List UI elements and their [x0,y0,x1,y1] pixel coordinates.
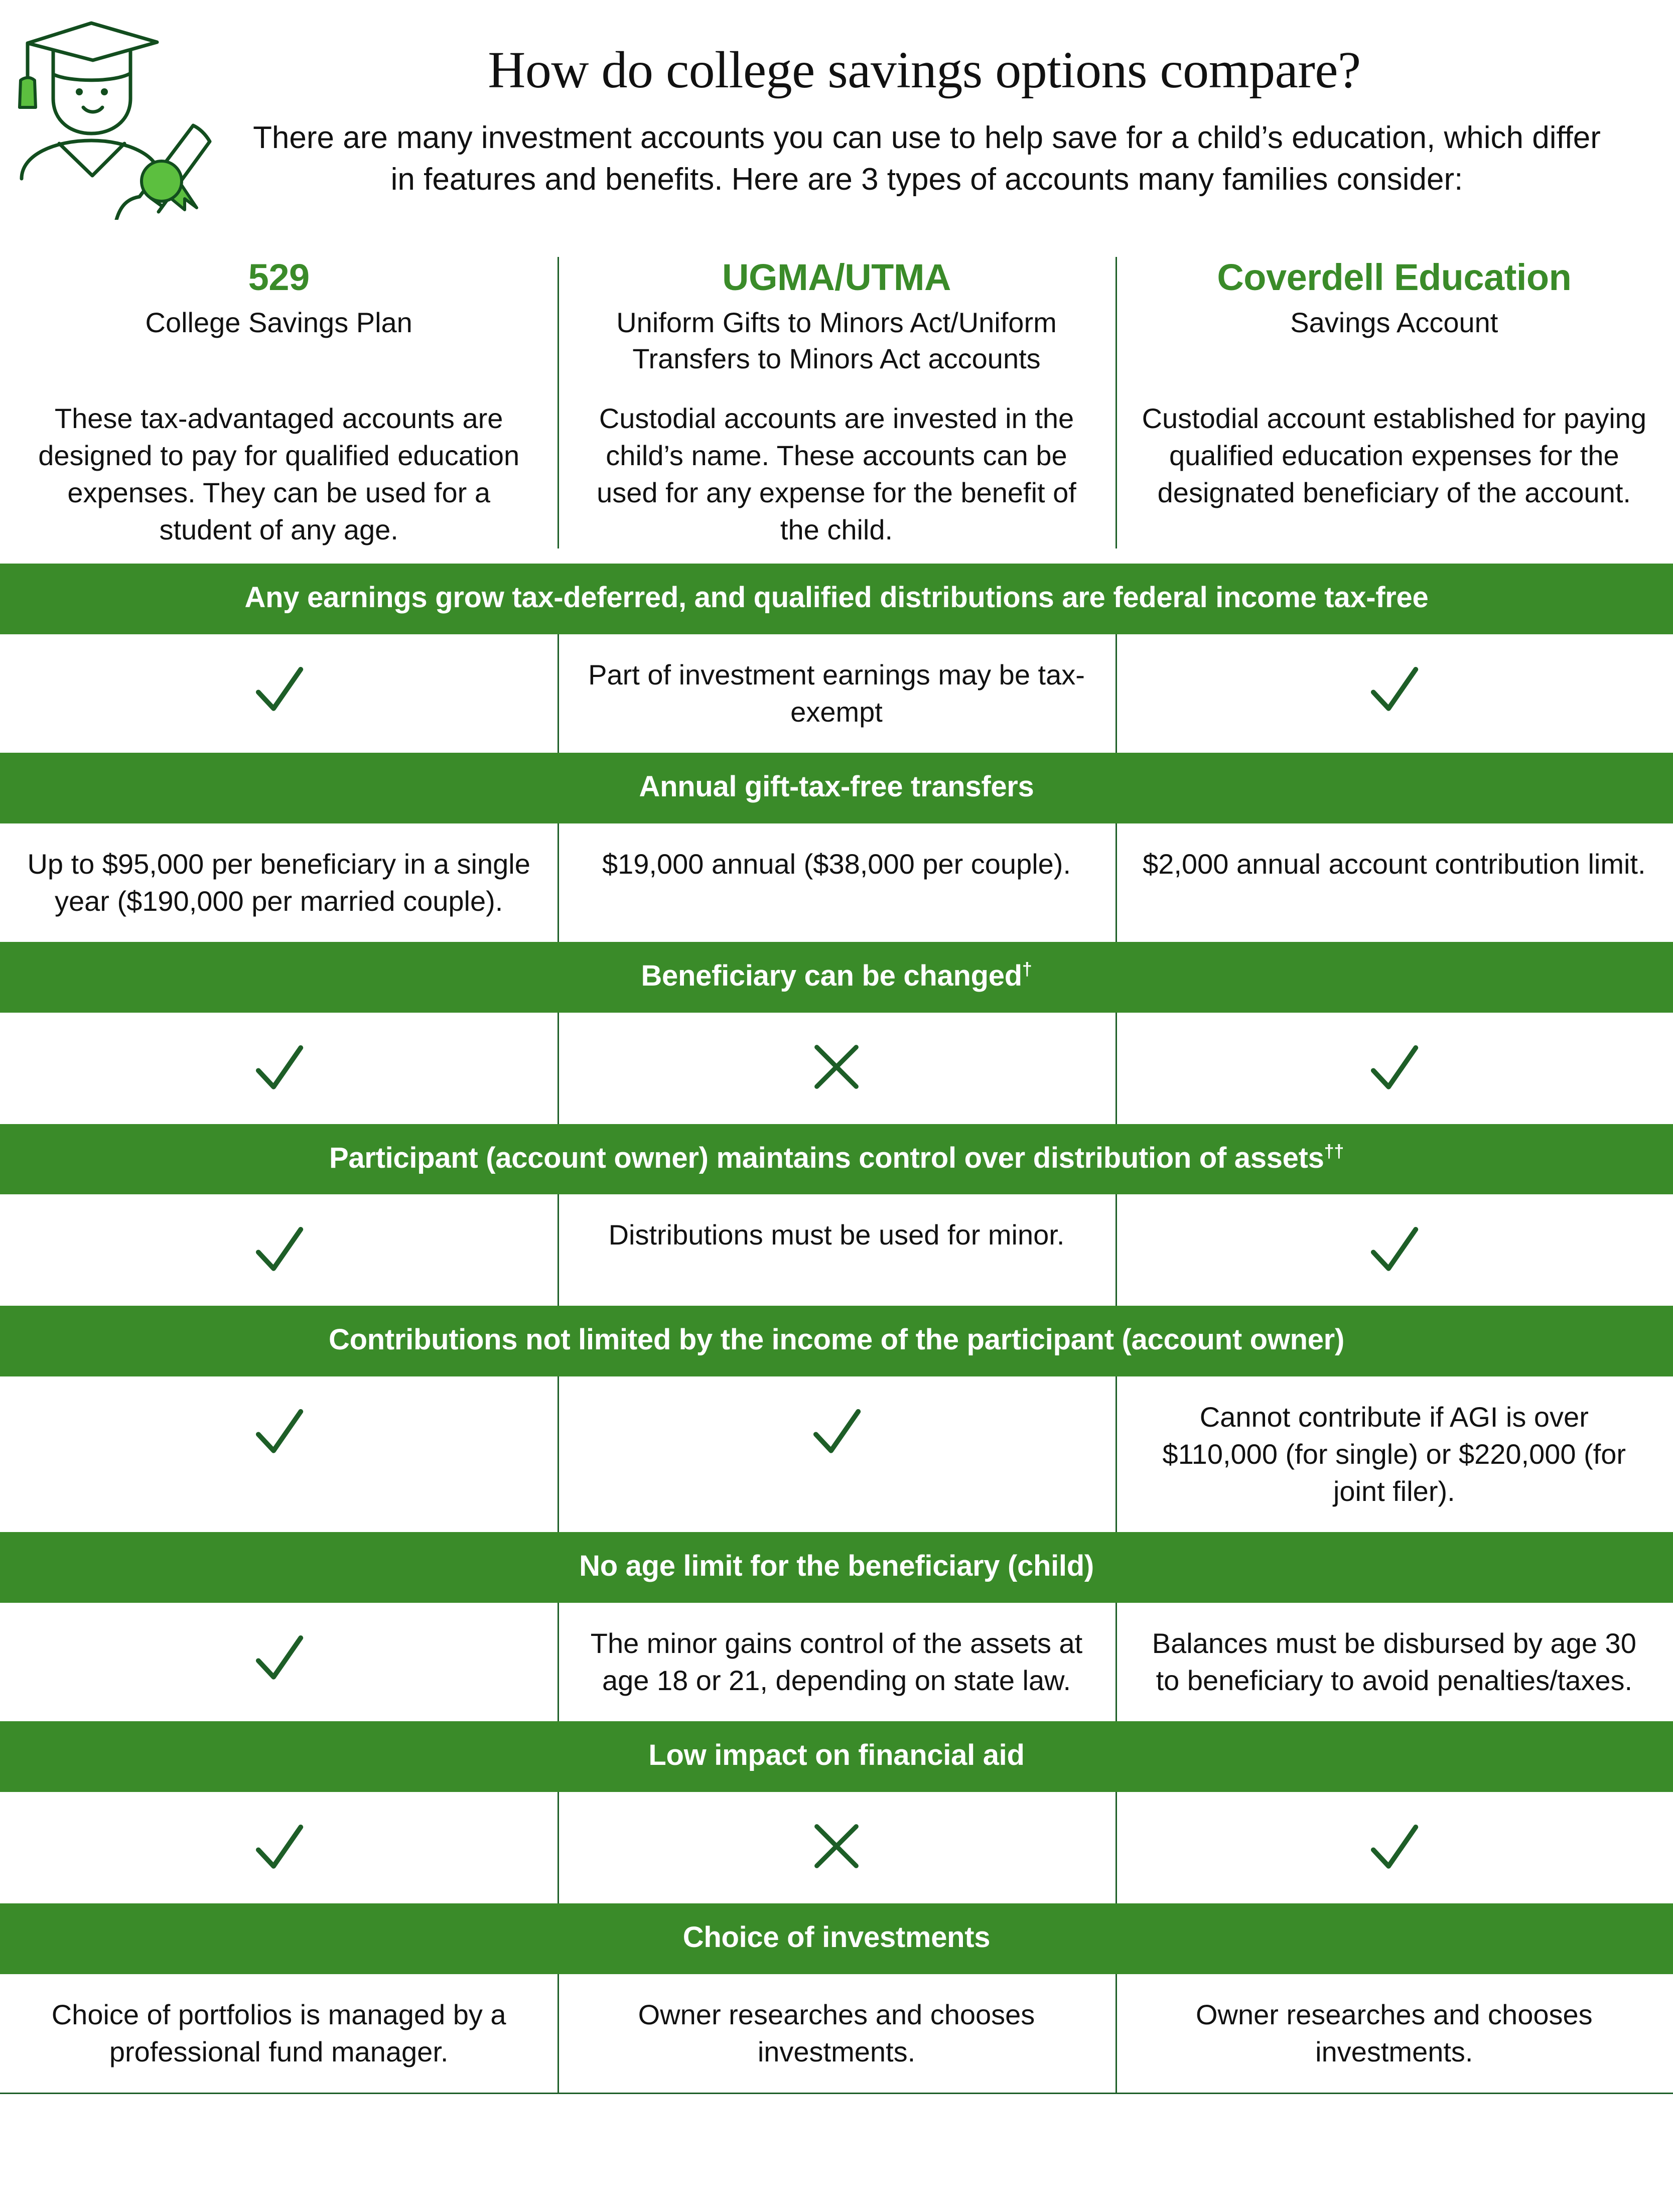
check-icon [1136,1792,1653,1903]
account-name: 529 [248,256,310,298]
feature-cell [1116,1603,1673,1721]
column-headers-row [0,246,1673,564]
feature-cell [1116,1013,1673,1124]
check-icon [1136,1013,1653,1124]
check-icon [1136,634,1653,746]
feature-cell [1116,1376,1673,1532]
feature-banner: No age limit for the beneficiary (child) [0,1532,1673,1603]
cross-icon [578,1013,1095,1121]
page-subtitle: There are many investment accounts you can use to help save for a child’s education, which differ in features and benefits. Here are 3 types of accounts many families consider: [253,120,1601,197]
feature-cell [557,1603,1115,1721]
check-icon [20,1013,537,1124]
feature-cell [1116,1974,1673,2093]
feature-cell-text: Up to $95,000 per beneficiary in a single year ($190,000 per married couple). [27,848,530,917]
feature-cell [0,1603,557,1721]
account-subtitle: Savings Account [1290,307,1498,339]
feature-banner: Low impact on financial aid [0,1721,1673,1792]
feature-cell-text: Choice of portfolios is managed by a professional fund manager. [51,1998,506,2067]
page-title: How do college savings options compare? [488,41,1361,99]
feature-value-row [0,1792,1673,1903]
feature-cell [557,1974,1115,2093]
feature-cell-text: Distributions must be used for minor. [608,1219,1065,1251]
comparison-table [0,246,1673,2094]
feature-banner: Contributions not limited by the income of the participant (account owner) [0,1306,1673,1376]
header-text-block [221,42,1613,200]
check-icon [1136,1194,1653,1306]
feature-banner: Beneficiary can be changed† [0,942,1673,1013]
feature-cell [557,1013,1115,1124]
feature-banner: Choice of investments [0,1903,1673,1974]
feature-cell [0,1376,557,1532]
feature-value-row [0,1974,1673,2093]
column-coverdell [1116,257,1673,548]
footnote-marker: † [1022,958,1032,980]
feature-cell-text: The minor gains control of the assets at age 18 or 21, depending on state law. [590,1627,1083,1696]
check-icon [20,1603,537,1714]
check-icon [20,1376,537,1488]
feature-cell-text: Owner researches and chooses investments. [1195,1998,1593,2067]
feature-value-row [0,1194,1673,1306]
feature-cell-text: $2,000 annual account contribution limit. [1143,848,1646,880]
feature-cell [0,1194,557,1306]
account-description: Custodial account established for paying qualified education expenses for the designated beneficiary of the account. [1142,402,1647,509]
feature-value-row [0,1013,1673,1124]
feature-cell [1116,1792,1673,1903]
feature-cell [557,1376,1115,1532]
feature-cell-text: Balances must be disbursed by age 30 to beneficiary to avoid penalties/taxes. [1152,1627,1636,1696]
feature-banner: Annual gift-tax-free transfers [0,753,1673,823]
account-name: Coverdell Education [1217,256,1572,298]
check-icon [20,1792,537,1903]
feature-value-row [0,823,1673,942]
account-name: UGMA/UTMA [722,256,951,298]
feature-rows [0,564,1673,2093]
feature-cell [557,634,1115,753]
page-header [0,0,1673,246]
feature-cell [1116,823,1673,942]
feature-cell [0,823,557,942]
column-529 [0,257,557,548]
feature-value-row [0,634,1673,753]
feature-cell-text: Owner researches and chooses investments. [638,1998,1035,2067]
check-icon [578,1376,1095,1488]
table-bottom-rule [0,2093,1673,2094]
feature-cell-text: Cannot contribute if AGI is over $110,000 (for single) or $220,000 (for joint filer). [1162,1401,1626,1507]
check-icon [20,634,537,746]
feature-cell [0,1792,557,1903]
feature-value-row [0,1376,1673,1532]
account-description: Custodial accounts are invested in the child’s name. These accounts can be used for any expense for the benefit of the child. [597,402,1076,546]
check-icon [20,1194,537,1306]
feature-cell-text: Part of investment earnings may be tax-exempt [588,658,1085,728]
account-description: These tax-advantaged accounts are designed to pay for qualified education expenses. They can be used for a student of any age. [38,402,520,546]
feature-cell [557,1792,1115,1903]
feature-cell [1116,634,1673,753]
feature-cell [557,823,1115,942]
feature-cell [0,1013,557,1124]
column-ugma-utma [557,257,1115,548]
feature-cell [0,1974,557,2093]
cross-icon [578,1792,1095,1900]
feature-banner: Any earnings grow tax-deferred, and qualified distributions are federal income tax-free [0,564,1673,634]
account-subtitle: College Savings Plan [145,307,412,339]
feature-cell [557,1194,1115,1306]
feature-cell-text: $19,000 annual ($38,000 per couple). [602,848,1071,880]
graduate-with-diploma-icon [5,9,226,220]
account-subtitle: Uniform Gifts to Minors Act/Uniform Transfers to Minors Act accounts [616,307,1057,375]
footnote-marker: †† [1324,1141,1344,1162]
feature-cell [1116,1194,1673,1306]
feature-cell [0,634,557,753]
feature-banner: Participant (account owner) maintains control over distribution of assets†† [0,1124,1673,1195]
feature-value-row [0,1603,1673,1721]
